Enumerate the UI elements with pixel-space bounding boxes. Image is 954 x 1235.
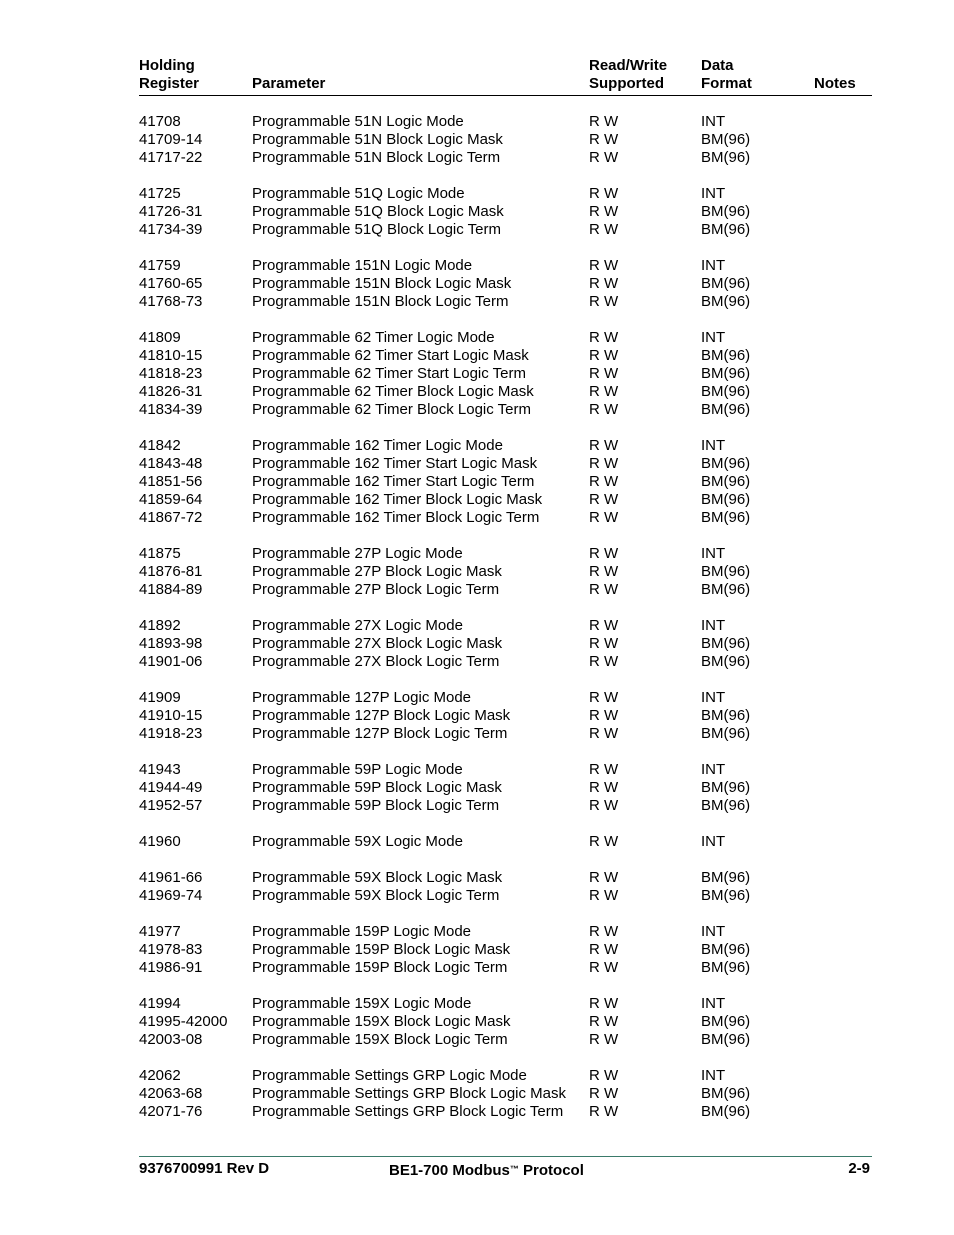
parameter-cell: Programmable 51N Block Logic Term <box>252 149 501 166</box>
data-format-cell: INT <box>701 923 726 940</box>
footer-trademark: ™ <box>509 1164 519 1174</box>
read-write-cell: R W <box>589 887 619 904</box>
table-row <box>139 923 872 941</box>
register-group <box>139 113 872 167</box>
read-write-cell: R W <box>589 329 619 346</box>
read-write-cell: R W <box>589 149 619 166</box>
read-write-cell: R W <box>589 779 619 796</box>
data-format-cell: BM(96) <box>701 347 751 364</box>
data-format-cell: INT <box>701 545 726 562</box>
table-row <box>139 545 872 563</box>
register-group <box>139 923 872 977</box>
register-cell: 41994 <box>139 995 181 1012</box>
parameter-cell: Programmable 59X Block Logic Term <box>252 887 500 904</box>
read-write-cell: R W <box>589 581 619 598</box>
table-row <box>139 689 872 707</box>
register-cell: 41842 <box>139 437 181 454</box>
read-write-cell: R W <box>589 293 619 310</box>
register-cell: 41867-72 <box>139 509 203 526</box>
register-cell: 42003-08 <box>139 1031 203 1048</box>
register-cell: 42062 <box>139 1067 181 1084</box>
register-cell: 41717-22 <box>139 149 203 166</box>
read-write-cell: R W <box>589 833 619 850</box>
parameter-cell: Programmable 27P Logic Mode <box>252 545 463 562</box>
data-format-cell: BM(96) <box>701 401 751 418</box>
parameter-cell: Programmable 159X Logic Mode <box>252 995 472 1012</box>
read-write-cell: R W <box>589 437 619 454</box>
data-format-cell: INT <box>701 329 726 346</box>
read-write-cell: R W <box>589 707 619 724</box>
register-cell: 41708 <box>139 113 181 130</box>
register-cell: 41725 <box>139 185 181 202</box>
register-cell: 41952-57 <box>139 797 203 814</box>
data-format-cell: BM(96) <box>701 725 751 742</box>
register-cell: 41759 <box>139 257 181 274</box>
footer-title-suffix: Protocol <box>518 1162 584 1179</box>
read-write-cell: R W <box>589 797 619 814</box>
table-row <box>139 707 872 725</box>
data-format-cell: BM(96) <box>701 563 751 580</box>
table-row <box>139 1013 872 1031</box>
register-cell: 41851-56 <box>139 473 203 490</box>
parameter-cell: Programmable 127P Logic Mode <box>252 689 472 706</box>
parameter-cell: Programmable 159P Logic Mode <box>252 923 472 940</box>
read-write-cell: R W <box>589 545 619 562</box>
data-format-cell: INT <box>701 257 726 274</box>
data-format-cell: BM(96) <box>701 1085 751 1102</box>
table-row <box>139 1031 872 1049</box>
parameter-cell: Programmable 151N Logic Mode <box>252 257 473 274</box>
data-format-cell: BM(96) <box>701 887 751 904</box>
register-cell: 41760-65 <box>139 275 203 292</box>
data-format-cell: BM(96) <box>701 1103 751 1120</box>
data-format-cell: BM(96) <box>701 635 751 652</box>
table-row <box>139 257 872 275</box>
parameter-cell: Programmable 59P Block Logic Term <box>252 797 500 814</box>
data-format-cell: BM(96) <box>701 221 751 238</box>
table-row <box>139 113 872 131</box>
read-write-cell: R W <box>589 365 619 382</box>
register-group <box>139 689 872 743</box>
parameter-cell: Programmable 159P Block Logic Term <box>252 959 508 976</box>
header-notes: Notes <box>814 75 856 92</box>
register-cell: 42063-68 <box>139 1085 203 1102</box>
table-row <box>139 1103 872 1121</box>
read-write-cell: R W <box>589 1031 619 1048</box>
register-cell: 41986-91 <box>139 959 203 976</box>
data-format-cell: BM(96) <box>701 1013 751 1030</box>
read-write-cell: R W <box>589 923 619 940</box>
footer-title <box>389 1157 584 1183</box>
read-write-cell: R W <box>589 131 619 148</box>
table-row <box>139 941 872 959</box>
table-row <box>139 833 872 851</box>
table-row <box>139 1067 872 1085</box>
read-write-cell: R W <box>589 995 619 1012</box>
register-cell: 41978-83 <box>139 941 203 958</box>
header-holding-register: Holding Register <box>139 57 200 92</box>
register-group <box>139 995 872 1049</box>
data-format-cell: BM(96) <box>701 797 751 814</box>
header-parameter: Parameter <box>252 75 326 92</box>
register-cell: 41859-64 <box>139 491 203 508</box>
read-write-cell: R W <box>589 563 619 580</box>
parameter-cell: Programmable Settings GRP Block Logic Term <box>252 1103 564 1120</box>
register-cell: 41969-74 <box>139 887 203 904</box>
data-format-cell: BM(96) <box>701 275 751 292</box>
parameter-cell: Programmable 162 Timer Block Logic Term <box>252 509 540 526</box>
register-cell: 41977 <box>139 923 181 940</box>
read-write-cell: R W <box>589 941 619 958</box>
data-format-cell: BM(96) <box>701 653 751 670</box>
data-format-cell: BM(96) <box>701 491 751 508</box>
read-write-cell: R W <box>589 617 619 634</box>
register-cell: 41834-39 <box>139 401 203 418</box>
parameter-cell: Programmable 51N Block Logic Mask <box>252 131 503 148</box>
register-cell: 41843-48 <box>139 455 203 472</box>
parameter-cell: Programmable Settings GRP Block Logic Mask <box>252 1085 567 1102</box>
table-row <box>139 401 872 419</box>
data-format-cell: BM(96) <box>701 473 751 490</box>
data-format-cell: BM(96) <box>701 455 751 472</box>
parameter-cell: Programmable 127P Block Logic Term <box>252 725 508 742</box>
parameter-cell: Programmable 162 Timer Logic Mode <box>252 437 503 454</box>
data-format-cell: INT <box>701 1067 726 1084</box>
table-row <box>139 131 872 149</box>
register-cell: 41875 <box>139 545 181 562</box>
register-cell: 41995-42000 <box>139 1013 228 1030</box>
table-row <box>139 995 872 1013</box>
table-row <box>139 761 872 779</box>
parameter-cell: Programmable 62 Timer Start Logic Mask <box>252 347 529 364</box>
table-row <box>139 329 872 347</box>
register-group <box>139 869 872 905</box>
read-write-cell: R W <box>589 275 619 292</box>
register-cell: 41944-49 <box>139 779 203 796</box>
footer-title-text: BE1-700 Modbus <box>389 1162 510 1179</box>
parameter-cell: Programmable 62 Timer Start Logic Term <box>252 365 526 382</box>
table-row <box>139 959 872 977</box>
read-write-cell: R W <box>589 113 619 130</box>
parameter-cell: Programmable 27X Logic Mode <box>252 617 463 634</box>
read-write-cell: R W <box>589 473 619 490</box>
register-group <box>139 257 872 311</box>
register-group <box>139 761 872 815</box>
header-data-format: Data Format <box>701 57 752 92</box>
register-cell: 41918-23 <box>139 725 203 742</box>
table-row <box>139 797 872 815</box>
register-cell: 41961-66 <box>139 869 203 886</box>
parameter-cell: Programmable 62 Timer Block Logic Term <box>252 401 531 418</box>
data-format-cell: INT <box>701 185 726 202</box>
table-row <box>139 725 872 743</box>
parameter-cell: Programmable 159X Block Logic Term <box>252 1031 508 1048</box>
register-cell: 41884-89 <box>139 581 203 598</box>
register-cell: 41901-06 <box>139 653 203 670</box>
register-cell: 41734-39 <box>139 221 203 238</box>
parameter-cell: Programmable 59P Logic Mode <box>252 761 463 778</box>
data-format-cell: BM(96) <box>701 779 751 796</box>
parameter-cell: Programmable 27P Block Logic Mask <box>252 563 502 580</box>
parameter-cell: Programmable 51Q Logic Mode <box>252 185 465 202</box>
table-row <box>139 887 872 905</box>
read-write-cell: R W <box>589 455 619 472</box>
register-group <box>139 437 872 527</box>
register-group <box>139 545 872 599</box>
table-row <box>139 203 872 221</box>
register-group <box>139 329 872 419</box>
read-write-cell: R W <box>589 1067 619 1084</box>
parameter-cell: Programmable 159P Block Logic Mask <box>252 941 511 958</box>
data-format-cell: INT <box>701 761 726 778</box>
register-group <box>139 833 872 851</box>
table-row <box>139 293 872 311</box>
register-group <box>139 185 872 239</box>
read-write-cell: R W <box>589 869 619 886</box>
read-write-cell: R W <box>589 221 619 238</box>
data-format-cell: INT <box>701 995 726 1012</box>
read-write-cell: R W <box>589 203 619 220</box>
read-write-cell: R W <box>589 653 619 670</box>
register-cell: 41893-98 <box>139 635 203 652</box>
register-group <box>139 617 872 671</box>
parameter-cell: Programmable 51Q Block Logic Term <box>252 221 501 238</box>
parameter-cell: Programmable 162 Timer Start Logic Mask <box>252 455 538 472</box>
register-cell: 41876-81 <box>139 563 203 580</box>
table-row <box>139 347 872 365</box>
parameter-cell: Programmable 59X Block Logic Mask <box>252 869 503 886</box>
table-row <box>139 617 872 635</box>
data-format-cell: BM(96) <box>701 959 751 976</box>
parameter-cell: Programmable 62 Timer Logic Mode <box>252 329 495 346</box>
table-row <box>139 473 872 491</box>
table-row <box>139 221 872 239</box>
data-format-cell: BM(96) <box>701 941 751 958</box>
data-format-cell: BM(96) <box>701 365 751 382</box>
data-format-cell: BM(96) <box>701 869 751 886</box>
table-row <box>139 779 872 797</box>
register-cell: 41726-31 <box>139 203 203 220</box>
data-format-cell: BM(96) <box>701 293 751 310</box>
read-write-cell: R W <box>589 401 619 418</box>
table-row <box>139 563 872 581</box>
data-format-cell: INT <box>701 617 726 634</box>
data-format-cell: INT <box>701 437 726 454</box>
footer-page-number: 2-9 <box>848 1160 870 1177</box>
register-cell: 41943 <box>139 761 181 778</box>
parameter-cell: Programmable 51N Logic Mode <box>252 113 464 130</box>
data-format-cell: INT <box>701 113 726 130</box>
read-write-cell: R W <box>589 509 619 526</box>
read-write-cell: R W <box>589 959 619 976</box>
parameter-cell: Programmable 27X Block Logic Mask <box>252 635 503 652</box>
header-read-write: Read/Write Supported <box>589 57 668 92</box>
data-format-cell: BM(96) <box>701 131 751 148</box>
parameter-cell: Programmable 162 Timer Start Logic Term <box>252 473 535 490</box>
register-cell: 41768-73 <box>139 293 203 310</box>
read-write-cell: R W <box>589 635 619 652</box>
data-format-cell: INT <box>701 833 726 850</box>
read-write-cell: R W <box>589 185 619 202</box>
table-row <box>139 275 872 293</box>
table-row <box>139 581 872 599</box>
table-row <box>139 149 872 167</box>
data-format-cell: BM(96) <box>701 1031 751 1048</box>
data-format-cell: BM(96) <box>701 383 751 400</box>
data-format-cell: BM(96) <box>701 581 751 598</box>
register-table-body <box>139 113 872 1139</box>
register-cell: 41826-31 <box>139 383 203 400</box>
register-cell: 41892 <box>139 617 181 634</box>
parameter-cell: Programmable 27X Block Logic Term <box>252 653 500 670</box>
table-row <box>139 653 872 671</box>
parameter-cell: Programmable 27P Block Logic Term <box>252 581 500 598</box>
data-format-cell: BM(96) <box>701 203 751 220</box>
page-footer <box>139 1156 872 1181</box>
register-group <box>139 1067 872 1121</box>
table-row <box>139 455 872 473</box>
read-write-cell: R W <box>589 257 619 274</box>
read-write-cell: R W <box>589 491 619 508</box>
read-write-cell: R W <box>589 347 619 364</box>
data-format-cell: BM(96) <box>701 707 751 724</box>
parameter-cell: Programmable 151N Block Logic Term <box>252 293 509 310</box>
table-row <box>139 383 872 401</box>
table-row <box>139 869 872 887</box>
table-header <box>139 57 872 96</box>
read-write-cell: R W <box>589 689 619 706</box>
read-write-cell: R W <box>589 1103 619 1120</box>
table-row <box>139 365 872 383</box>
register-cell: 41960 <box>139 833 181 850</box>
data-format-cell: BM(96) <box>701 509 751 526</box>
register-cell: 41810-15 <box>139 347 203 364</box>
data-format-cell: BM(96) <box>701 149 751 166</box>
table-row <box>139 1085 872 1103</box>
table-row <box>139 635 872 653</box>
parameter-cell: Programmable 59P Block Logic Mask <box>252 779 502 796</box>
parameter-cell: Programmable 151N Block Logic Mask <box>252 275 512 292</box>
read-write-cell: R W <box>589 1085 619 1102</box>
footer-doc-number: 9376700991 Rev D <box>139 1160 270 1177</box>
parameter-cell: Programmable 159X Block Logic Mask <box>252 1013 511 1030</box>
register-cell: 41809 <box>139 329 181 346</box>
read-write-cell: R W <box>589 761 619 778</box>
read-write-cell: R W <box>589 1013 619 1030</box>
read-write-cell: R W <box>589 725 619 742</box>
read-write-cell: R W <box>589 383 619 400</box>
table-row <box>139 491 872 509</box>
parameter-cell: Programmable 51Q Block Logic Mask <box>252 203 504 220</box>
data-format-cell: INT <box>701 689 726 706</box>
parameter-cell: Programmable 127P Block Logic Mask <box>252 707 511 724</box>
parameter-cell: Programmable Settings GRP Logic Mode <box>252 1067 527 1084</box>
table-row <box>139 185 872 203</box>
table-row <box>139 509 872 527</box>
register-cell: 41909 <box>139 689 181 706</box>
register-cell: 41818-23 <box>139 365 203 382</box>
register-cell: 42071-76 <box>139 1103 203 1120</box>
parameter-cell: Programmable 62 Timer Block Logic Mask <box>252 383 534 400</box>
table-row <box>139 437 872 455</box>
register-cell: 41709-14 <box>139 131 203 148</box>
register-cell: 41910-15 <box>139 707 203 724</box>
parameter-cell: Programmable 59X Logic Mode <box>252 833 463 850</box>
parameter-cell: Programmable 162 Timer Block Logic Mask <box>252 491 543 508</box>
